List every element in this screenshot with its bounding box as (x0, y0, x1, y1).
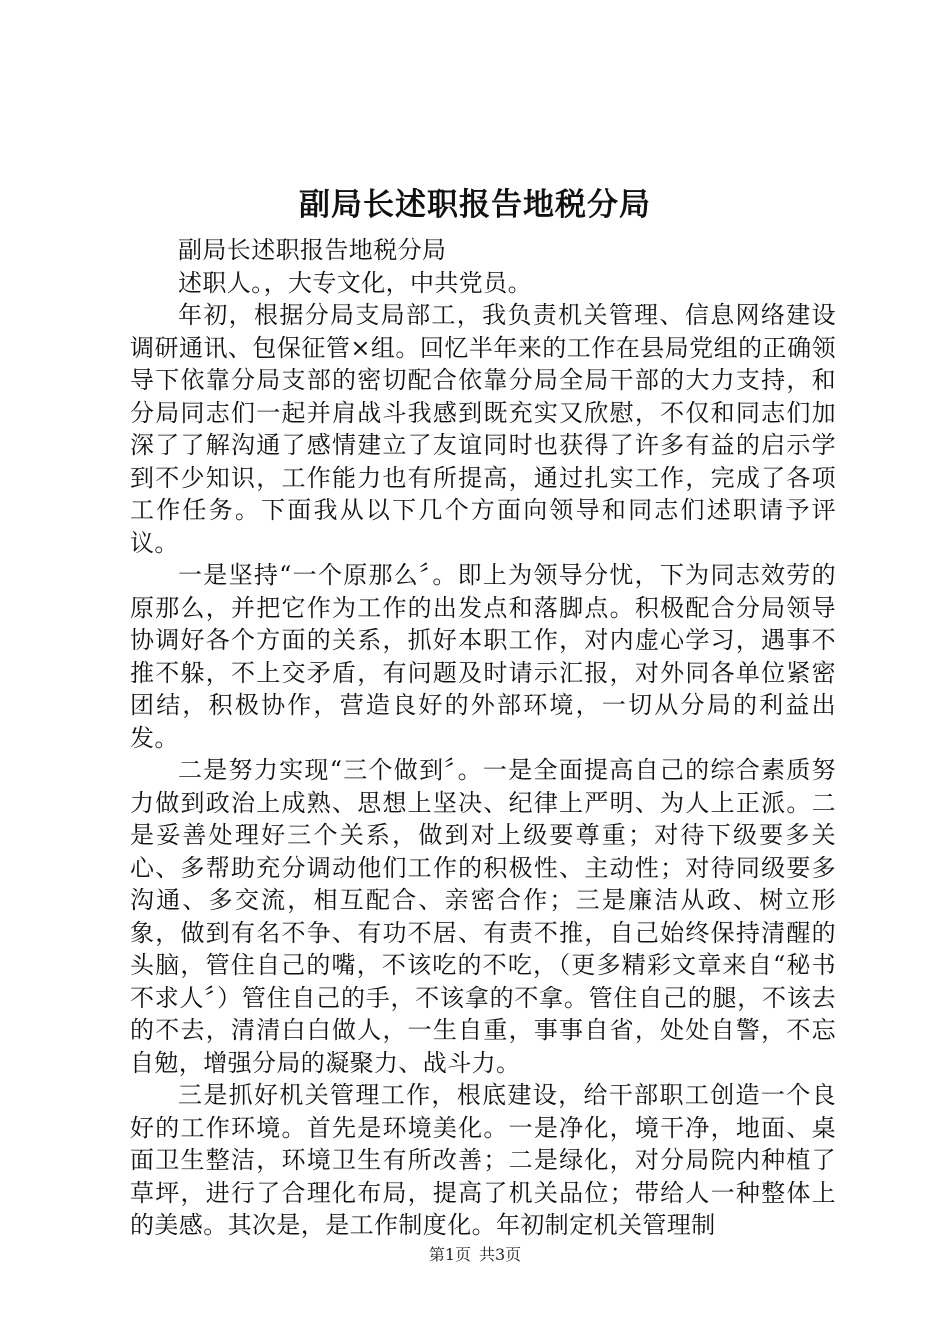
document-body (130, 234, 836, 1242)
paragraph: 副局长述职报告地税分局 (178, 236, 447, 264)
paragraph: 述职人。，大专文化，中共党员。 (178, 268, 532, 297)
paragraph: 一是坚持“一个原那么〞。即上为领导分忧，下为同志效劳的原那么，并把它作为工作的出发点和落脚点。积极配合分局领导协调好各个方面的关系，抓好本职工作，对内虚心学习，遇事不推不躲，不上交矛盾，有问题及时请示汇报，对外同各单位紧密团结，积极协作，营造良好的外部环境，一切从分局的利益出发。 (130, 561, 836, 752)
page-number: 第1页 (428, 1245, 471, 1264)
document-title: 副局长述职报告地税分局 (299, 187, 651, 223)
paragraph: 三是抓好机关管理工作，根底建设，给干部职工创造一个良好的工作环境。首先是环境美化。一是净化，境干净，地面、桌面卫生整洁，环境卫生有所改善；二是绿化，对分局院内种植了草坪，进行了合理化布局，提高了机关品位；带给人一种整体上的美感。其次是，是工作制度化。年初制定机关管理制 (130, 1081, 836, 1239)
paragraph: 年初，根据分局支局部工，我负责机关管理、信息网络建设调研通讯、包保征管×组。回忆半年来的工作在县局党组的正确领导下依靠分局支部的密切配合依靠分局全局干部的大力支持，和分局同志们一起并肩战斗我感到既充实又欣慰，不仅和同志们加深了了解沟通了感情建立了友谊同时也获得了许多有益的启示学到不少知识，工作能力也有所提高，通过扎实工作，完成了各项工作任务。下面我从以下几个方面向领导和同志们述职请予评议。 (130, 301, 836, 557)
page-total: 共3页 (479, 1245, 522, 1264)
page-footer (0, 1244, 950, 1266)
paragraph: 二是努力实现“三个做到〞。一是全面提高自己的综合素质努力做到政治上成熟、思想上坚决、纪律上严明、为人上正派。二是妥善处理好三个关系，做到对上级要尊重；对待下级要多关心、多帮助充分调动他们工作的积极性、主动性；对待同级要多沟通、多交流，相互配合、亲密合作；三是廉洁从政、树立形象，做到有名不争、有功不居、有责不推，自己始终保持清醒的头脑，管住自己的嘴，不该吃的不吃，（更多精彩文章来自“秘书不求人〞）管住自己的手，不该拿的不拿。管住自己的腿，不该去的不去，清清白白做人，一生自重，事事自省，处处自警，不忘自勉，增强分局的凝聚力、战斗力。 (130, 756, 836, 1077)
